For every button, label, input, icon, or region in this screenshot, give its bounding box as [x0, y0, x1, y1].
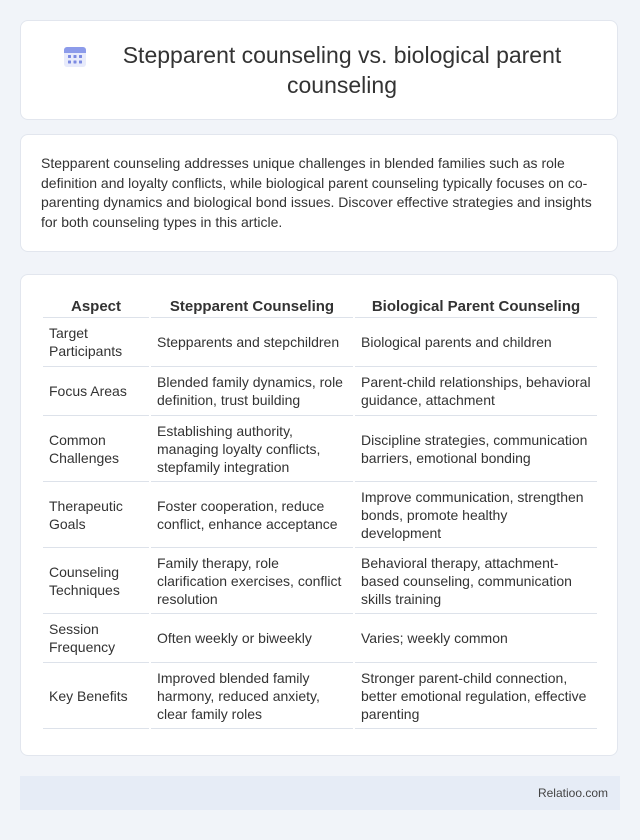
biological-cell: Parent-child relationships, behavioral guidance, attachment — [355, 367, 597, 416]
header-stepparent: Stepparent Counseling — [151, 295, 353, 318]
biological-cell: Improve communication, strengthen bonds, promote healthy development — [355, 482, 597, 548]
biological-cell: Biological parents and children — [355, 318, 597, 367]
biological-cell: Stronger parent-child connection, better emotional regulation, effective parenting — [355, 663, 597, 729]
footer — [20, 776, 620, 810]
aspect-cell: Therapeutic Goals — [43, 482, 149, 548]
table-row — [43, 416, 597, 482]
aspect-cell: Counseling Techniques — [43, 548, 149, 614]
comparison-table — [41, 295, 599, 729]
stepparent-cell: Foster cooperation, reduce conflict, enhance acceptance — [151, 482, 353, 548]
stepparent-cell: Establishing authority, managing loyalty conflicts, stepfamily integration — [151, 416, 353, 482]
aspect-cell: Common Challenges — [43, 416, 149, 482]
comparison-card — [20, 274, 618, 756]
table-row — [43, 318, 597, 367]
stepparent-cell: Improved blended family harmony, reduced anxiety, clear family roles — [151, 663, 353, 729]
intro-text: Stepparent counseling addresses unique challenges in blended families such as role definition and loyalty conflicts, while biological parent counseling typically focuses on co-parenting dynamics and biological bond issues. Discover effective strategies and insights for both counseling types in this article. — [41, 155, 592, 230]
table-row — [43, 482, 597, 548]
table-row — [43, 663, 597, 729]
table-row — [43, 548, 597, 614]
table-row — [43, 614, 597, 663]
aspect-cell: Target Participants — [43, 318, 149, 367]
stepparent-cell: Blended family dynamics, role definition, trust building — [151, 367, 353, 416]
table-row — [43, 367, 597, 416]
header — [61, 40, 577, 100]
calendar-icon — [61, 42, 89, 70]
header-card — [20, 20, 618, 120]
aspect-cell: Session Frequency — [43, 614, 149, 663]
footer-brand[interactable]: Relatioo.com — [537, 786, 608, 800]
stepparent-cell: Family therapy, role clarification exercises, conflict resolution — [151, 548, 353, 614]
biological-cell: Behavioral therapy, attachment-based counseling, communication skills training — [355, 548, 597, 614]
stepparent-cell: Stepparents and stepchildren — [151, 318, 353, 367]
biological-cell: Discipline strategies, communication barriers, emotional bonding — [355, 416, 597, 482]
stepparent-cell: Often weekly or biweekly — [151, 614, 353, 663]
header-biological: Biological Parent Counseling — [355, 295, 597, 318]
aspect-cell: Key Benefits — [43, 663, 149, 729]
header-aspect: Aspect — [43, 295, 149, 318]
biological-cell: Varies; weekly common — [355, 614, 597, 663]
page-title: Stepparent counseling vs. biological parent counseling — [122, 42, 562, 98]
aspect-cell: Focus Areas — [43, 367, 149, 416]
table-header-row — [43, 295, 597, 318]
intro-card — [20, 134, 618, 252]
